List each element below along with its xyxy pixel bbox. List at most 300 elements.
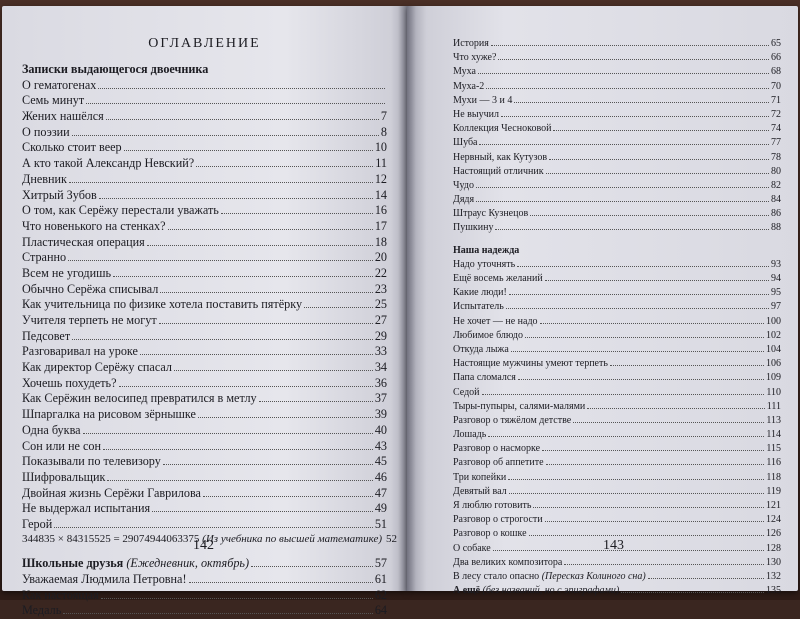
toc-entry-title [453,528,527,540]
toc-entry-title [22,282,158,297]
toc-entry-title-text: Два великих композитора [453,556,563,568]
toc-entry-page: 94 [771,273,781,284]
toc-entry-title [453,472,506,484]
dot-leader [147,236,373,246]
toc-entry [453,222,781,236]
toc-entry-title-text: Лошадь [453,429,487,441]
toc-entry-title-text: Дядя [453,194,475,206]
toc-entry-title [453,543,491,555]
dot-leader [648,571,764,579]
toc-entry-page: 37 [374,391,387,406]
toc-entry [453,486,781,500]
toc-entry-page: 66 [771,52,781,64]
toc-entry-title-text: О гематогенах [22,77,97,92]
dot-leader [545,514,764,522]
toc-entry-title [22,588,99,603]
dot-leader [514,95,769,103]
toc-entry-title [22,501,150,516]
toc-entry-page: 18 [374,234,387,249]
dot-leader [509,486,765,494]
dot-leader [540,316,764,324]
toc-entry-title [453,415,571,427]
toc-entry-title-text: Наша надежда [453,244,520,256]
toc-entry [453,457,781,471]
toc-entry-title [453,571,646,583]
toc-entry-page: 130 [766,556,781,568]
toc-entry-title [453,273,543,285]
toc-entry-title [22,376,117,391]
toc-entry [453,401,781,415]
toc-entry-page: 70 [771,80,781,92]
toc-entry [453,571,781,585]
toc-entry-page: 46 [374,469,387,484]
toc-entry-page: 111 [766,400,781,412]
toc-entry-title [22,203,219,218]
toc-entry [22,486,387,502]
dot-leader [113,267,373,277]
toc-entry-page: 78 [771,151,781,163]
toc-entry-title [453,358,608,370]
toc-entry [453,472,781,486]
toc-entry-title-text: Как настоящая [22,587,99,602]
toc-entry-title-text: Показывали по телевизору [22,454,161,469]
toc-entry-title-text: Сон или не сон [22,438,101,453]
toc-entry [453,557,781,571]
toc-entry [22,188,387,204]
toc-entry-title-text: Обычно Серёжа списывал [22,281,159,296]
toc-entry-title-text: Дневник [22,171,67,186]
toc-entry-title [453,180,474,192]
toc-entry-title [453,557,562,569]
toc-entry [453,500,781,514]
dot-leader [196,158,373,168]
toc-entry [22,313,387,329]
dot-leader [493,543,764,551]
toc-entry-title-text: Шпаргалка на рисовом зёрнышке [22,407,196,422]
toc-entry [22,501,387,517]
dot-leader [587,401,764,409]
toc-entry-title-text: Медаль [22,603,62,618]
toc-entry [453,287,781,301]
toc-entry-title [22,172,67,187]
toc-entry [453,123,781,137]
toc-entry-title [453,245,519,257]
toc-entry-page: 7 [380,109,387,124]
page-number-right: 143 [603,538,624,553]
toc-entry [22,203,387,219]
toc-entry [22,454,387,470]
toc-entry [22,109,387,125]
dot-leader [107,471,372,481]
right-page [407,6,798,597]
toc-entry [453,66,781,80]
dot-leader [479,137,769,145]
toc-entry-title-text: Настоящие мужчины умеют терпеть [453,358,608,370]
toc-entry [22,556,387,572]
toc-entry-title [453,514,543,526]
toc-entry-title [22,235,145,250]
toc-entry-title-text: О том, как Серёжу перестали уважать [22,203,219,218]
toc-entry-page: 95 [771,287,781,299]
toc-entry-title [22,109,104,124]
toc-entry-title-text: Хочешь похудеть? [22,375,117,390]
toc-entry-page: 71 [771,94,781,106]
toc-entry-page: 47 [374,485,387,500]
toc-entry-title [22,470,105,485]
toc-entry-title-text: Штраус Кузнецов [453,208,529,220]
dot-leader [259,393,373,403]
toc-entry-title [22,486,201,501]
toc-entry-page: 49 [374,501,387,516]
toc-entry-title [22,313,157,328]
toc-entry-page: 11 [375,156,387,171]
toc-entry-title-text: Ещё восемь желаний [453,273,543,284]
toc-entry-page: 80 [771,165,781,177]
toc-entry-title-text: Уважаемая Людмила Петровна! [22,572,187,586]
toc-entry [453,514,781,528]
toc-entry-title-text: Как Серёжин велосипед превратился в метлу [22,391,257,406]
toc-entry-title [22,156,194,171]
toc-entry-title-text: Разговор о тяжёлом детстве [453,414,572,426]
toc-entry-title [453,344,509,356]
toc-entry-title-text: Герой [22,516,53,531]
dot-leader [506,301,769,309]
toc-entry-title [22,140,122,155]
toc-entry-title [453,316,538,328]
toc-entry-title-text: Что новенького на стенках? [22,218,166,233]
toc-entry-page: 29 [374,328,387,343]
toc-entry-title-text: О поэзии [22,124,70,139]
toc-entry-page: 121 [766,500,781,511]
toc-entry-page: 14 [374,187,387,202]
toc-entry-title-text: Двойная жизнь Серёжи Гаврилова [22,485,201,500]
toc-entry [453,245,781,259]
toc-entry-page: 34 [374,360,387,375]
page-number-left: 142 [193,538,214,553]
toc-entry [22,329,387,345]
toc-entry-title [22,188,97,203]
toc-entry-page: 104 [766,343,781,355]
toc-entry-title-text: Разговор о строгости [453,514,543,526]
toc-entry-page: 33 [374,344,387,359]
toc-entry-title-text: Разговор о кошке [453,528,527,540]
toc-entry [22,156,387,172]
toc-entry-page: 97 [771,301,781,313]
toc-entry-title-text: А ещё [453,585,481,597]
toc-entry-title-text: Школьные друзья [22,556,124,571]
toc-entry-title [453,330,523,342]
toc-entry [453,443,781,457]
dot-leader [491,38,769,46]
toc-entry-title-text: А кто такой Александр Невский? [22,156,195,171]
dot-leader [174,362,373,372]
toc-entry [453,316,781,330]
toc-entry-title-text: Коллекция Чесноковой [453,123,552,135]
toc-entry [453,344,781,358]
toc-entry-title-text: Три копейки [453,471,507,483]
toc-entry [22,140,387,156]
toc-entry-page: 93 [771,258,781,270]
dot-leader [517,259,769,267]
dot-leader [508,472,764,480]
toc-entry-page: 39 [374,407,387,422]
toc-entry-page: 82 [771,179,781,191]
left-page [2,6,407,618]
dot-leader [518,372,764,380]
toc-entry-page: 116 [766,457,781,469]
dot-leader [86,95,385,105]
toc-entry-page: 72 [771,108,781,120]
dot-leader [564,557,764,565]
toc-entry-title [453,81,484,93]
toc-entry-title-text: Разговор о насморке [453,443,541,455]
dot-leader [498,52,769,60]
toc-entry [453,387,781,401]
toc-entry-title-text: Как директор Серёжу спасал [22,360,172,375]
toc-entry [453,137,781,151]
toc-entry [453,415,781,429]
dot-leader [511,344,764,352]
toc-list-right [453,38,781,599]
toc-entry-title-text: Седой [453,386,480,398]
toc-entry-title [22,391,257,406]
dot-leader [482,387,765,395]
toc-entry-title [453,429,486,441]
toc-entry-title-text: Шифровальщик [22,469,106,484]
toc-entry-page: 113 [766,414,781,426]
toc-entry [22,297,387,313]
page-title: ОГЛАВЛЕНИЕ [148,36,261,51]
toc-entry [453,95,781,109]
toc-entry-title [453,387,480,399]
toc-entry-title [453,38,489,50]
toc-entry-page: 114 [766,429,781,441]
toc-entry-title [453,500,531,512]
toc-entry-title [453,109,499,121]
toc-entry-title [22,219,166,234]
toc-entry-subtitle: (Ежедневник, октябрь) [126,556,250,571]
toc-entry-page: 77 [771,137,781,149]
toc-entry-page: 115 [766,443,781,455]
toc-entry-title [453,208,528,220]
toc-entry [22,572,387,588]
toc-entry [22,266,387,282]
toc-entry-title-text: Папа сломался [453,372,516,384]
toc-entry-title-text: Пушкину [453,222,494,234]
toc-entry-page: 119 [766,485,781,497]
toc-entry-page: 61 [374,572,387,586]
toc-entry-page: 128 [766,542,781,554]
toc-entry-title-text: Я люблю готовить [453,500,532,511]
dot-leader [501,109,769,117]
toc-entry-page: 10 [374,140,387,155]
toc-entry-title [22,266,111,281]
toc-entry [22,423,387,439]
toc-entry-title [453,401,585,413]
toc-entry-title [22,329,70,344]
dot-leader [549,152,769,160]
toc-entry [22,93,387,109]
toc-entry-title [22,250,66,265]
toc-entry-title [453,457,544,469]
dot-leader [478,66,769,74]
toc-entry [453,38,781,52]
toc-entry [22,235,387,251]
toc-entry [22,588,387,604]
dot-leader [203,487,373,497]
toc-entry-title-text: Хитрый Зубов [22,187,97,202]
toc-entry-page: 126 [766,528,781,540]
toc-entry-title [22,439,101,454]
toc-entry-title [453,372,516,384]
toc-entry-title [22,78,96,93]
dot-leader [476,194,769,202]
toc-entry [453,194,781,208]
toc-entry-title-text: Не хочет — не надо [453,315,538,327]
toc-list-left [22,62,398,619]
dot-leader [160,283,373,293]
toc-entry-title [22,423,81,438]
toc-entry [453,52,781,66]
toc-entry-title [453,95,512,107]
toc-entry-title-text: Сколько стоит веер [22,140,122,155]
toc-entry [22,391,387,407]
toc-entry-title [453,194,474,206]
toc-entry-page: 100 [766,315,781,327]
toc-entry-title [22,297,302,312]
dot-leader [163,456,373,466]
toc-entry-page: 124 [766,514,781,526]
toc-entry-title [453,123,551,135]
toc-entry-page: 64 [374,603,387,618]
toc-entry-title-text: Девятый вал [453,485,507,497]
dot-leader [529,528,764,536]
toc-entry-title-text: История [453,38,489,49]
toc-entry [22,250,387,266]
dot-leader [251,558,373,568]
toc-entry-subtitle: (без названий, но с эпиграфами) [482,585,620,597]
toc-entry-page: 65 [771,38,781,49]
dot-leader [124,142,373,152]
dot-leader [99,189,373,199]
dot-leader [98,79,385,89]
toc-entry-page: 62 [374,587,387,602]
toc-entry-page: 43 [374,438,387,453]
toc-entry-subtitle: (Из учебника по высшей математике) [202,532,383,545]
dot-leader [152,503,373,513]
toc-entry-title [453,259,515,271]
toc-entry-title-text: Чудо [453,179,474,191]
toc-entry-page: 17 [374,218,387,233]
toc-entry-title-text: Педсовет [22,328,71,343]
toc-entry-title [22,603,61,618]
toc-entry-title [22,572,187,587]
toc-entry-page: 118 [766,471,781,483]
toc-entry-page: 25 [374,297,387,312]
dot-leader [63,605,373,615]
dot-leader [488,429,764,437]
toc-entry [453,109,781,123]
toc-entry-page: 68 [771,66,781,78]
toc-entry-page: 57 [374,556,387,571]
dot-leader [54,518,373,528]
dot-leader [304,299,373,309]
toc-entry [22,470,387,486]
toc-entry-page: 110 [766,386,781,398]
toc-entry-title [453,166,544,178]
toc-entry [453,152,781,166]
toc-entry-page: 132 [766,570,781,582]
toc-entry-title-text: Как учительница по физике хотела поставить пятёрку [22,297,303,312]
dot-leader [495,222,769,230]
toc-entry [22,517,387,533]
toc-entry-subtitle: (Пересказ Колиного сна) [541,570,646,582]
toc-entry-page: 36 [374,375,387,390]
dot-leader [83,424,373,434]
toc-entry-title-text: Откуда лыжа [453,343,509,355]
toc-entry-title [453,152,547,164]
toc-entry-title-text: Записки выдающегося двоечника [22,62,209,76]
toc-entry-title-text: Странно [22,250,67,265]
dot-leader [189,573,373,583]
dot-leader [72,330,373,340]
toc-entry-title-text: Разговор об аппетите [453,457,544,469]
toc-entry-page: 84 [771,194,781,206]
dot-leader [530,208,769,216]
dot-leader [68,252,373,262]
toc-entry [22,282,387,298]
toc-entry [453,358,781,372]
dot-leader [573,415,764,423]
toc-entry-title [22,344,138,359]
toc-entry-page: 88 [771,222,781,234]
toc-entry-title [22,62,208,77]
toc-entry [453,259,781,273]
dot-leader [509,287,769,295]
toc-entry-title-text: Надо уточнять [453,258,516,270]
toc-entry-page: 27 [374,313,387,327]
toc-entry-title [453,301,504,313]
toc-entry-page: 109 [766,372,781,384]
dot-leader [168,220,373,230]
toc-entry-page: 74 [771,123,781,135]
dot-leader [198,409,373,419]
toc-entry-title [453,137,477,149]
toc-entry [22,376,387,392]
toc-entry-title-text: Не выучил [453,108,499,120]
dot-leader [533,500,764,508]
toc-entry-title-text: Семь минут [22,93,85,108]
toc-entry-title-text: Одна буква [22,422,81,437]
toc-entry-title [22,93,84,108]
toc-entry [22,62,387,78]
book-gutter [398,6,416,591]
toc-entry-title-text: Любимое блюдо [453,329,523,341]
toc-entry-title [453,66,476,78]
dot-leader [542,443,764,451]
toc-entry-page: 45 [374,454,387,469]
toc-entry [22,439,387,455]
toc-entry [22,603,387,619]
toc-entry [22,125,387,141]
toc-entry-page: 20 [374,250,387,265]
toc-entry [22,360,387,376]
dot-leader [159,314,373,324]
toc-entry-page: 8 [380,124,387,139]
toc-entry-title-text: Учителя терпеть не могут [22,313,157,327]
toc-entry [22,172,387,188]
toc-entry [22,219,387,235]
